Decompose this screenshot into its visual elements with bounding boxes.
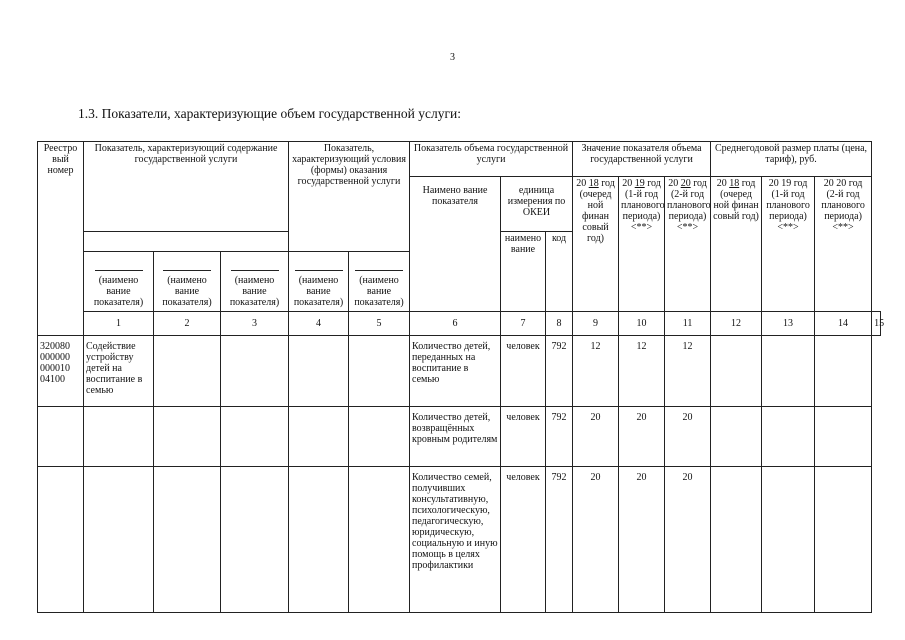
empty-cell — [711, 467, 762, 613]
value-year-3-cell: 20 — [665, 407, 711, 467]
empty-cell — [762, 336, 815, 407]
fee-group-header: Среднегодовой размер платы (цена, тариф), руб. — [711, 142, 872, 177]
volume-group-header: Показатель объема государственной услуги — [410, 142, 573, 177]
content-cell — [84, 467, 154, 613]
column-number: 14 — [815, 312, 872, 336]
empty-cell — [815, 407, 872, 467]
registry-number-cell — [38, 467, 84, 613]
value-year-3-cell: 20 — [665, 467, 711, 613]
page-number: 3 — [450, 52, 455, 63]
empty-cell — [154, 336, 221, 407]
table-row — [38, 467, 881, 613]
value-year-1-cell: 20 — [573, 407, 619, 467]
indicator-name-cell: Количество детей, переданных на воспитание в семью — [410, 336, 501, 407]
unit-name-cell: человек — [501, 336, 546, 407]
condition-indicator-2-header: (наимено вание показателя) — [349, 252, 410, 312]
column-number: 5 — [349, 312, 410, 336]
fee-year-2-header — [762, 177, 815, 312]
empty-cell — [289, 407, 349, 467]
empty-cell — [221, 467, 289, 613]
empty-cell — [349, 407, 410, 467]
value-group-header: Значение показателя объема государственной услуги — [573, 142, 711, 177]
header-row-groups — [38, 142, 881, 177]
empty-cell — [289, 467, 349, 613]
column-number: 6 — [410, 312, 501, 336]
fee-year-1-label: 20 18 год (очеред ной финан совый год) — [713, 178, 759, 222]
unit-code-cell: 792 — [546, 407, 573, 467]
section-heading: 1.3. Показатели, характеризующие объем государственной услуги: — [78, 106, 461, 121]
indicator-name-cell: Количество детей, возвращённых кровным родителям — [410, 407, 501, 467]
column-number: 2 — [154, 312, 221, 336]
empty-cell — [154, 467, 221, 613]
column-number: 1 — [84, 312, 154, 336]
registry-number-cell — [38, 407, 84, 467]
condition-indicator-1-header: (наимено вание показателя) — [289, 252, 349, 312]
content-blank-area — [84, 232, 289, 252]
column-number: 9 — [573, 312, 619, 336]
column-number: 12 — [711, 312, 762, 336]
column-number: 10 — [619, 312, 665, 336]
volume-indicators-table — [37, 141, 885, 613]
table-row — [38, 407, 881, 467]
empty-cell — [289, 336, 349, 407]
empty-cell — [711, 407, 762, 467]
column-number: 3 — [221, 312, 289, 336]
column-number: 13 — [762, 312, 815, 336]
value-year-1-label: 20 18 год (очеред ной финан совый год) — [576, 178, 615, 244]
content-group-header: Показатель, характеризующий содержание государственной услуги — [84, 142, 289, 232]
value-year-2-cell: 20 — [619, 467, 665, 613]
unit-group-header: единица измерения по ОКЕИ — [501, 177, 573, 232]
registry-header: Реестро вый номер — [38, 142, 84, 336]
conditions-group-header: Показатель, характеризующий условия (формы) оказания государственной услуги — [289, 142, 410, 252]
fee-year-3-label: 20 20 год (2-й год планового периода) <**> — [821, 178, 865, 233]
fee-year-2-label: 20 19 год (1-й год планового периода) <**> — [766, 178, 810, 233]
unit-code-header: код — [546, 232, 573, 312]
column-numbers-row — [38, 312, 881, 336]
value-year-3-label: 20 20 год (2-й год планового периода) <**> — [667, 178, 711, 233]
column-number: 7 — [501, 312, 546, 336]
table-row — [38, 336, 881, 407]
value-year-2-label: 20 19 год (1-й год планового периода) <**> — [621, 178, 665, 233]
value-year-1-cell: 12 — [573, 336, 619, 407]
empty-cell — [815, 336, 872, 407]
fee-year-1-header — [711, 177, 762, 312]
indicator-name-header: Наимено вание показателя — [410, 177, 501, 312]
column-number: 4 — [289, 312, 349, 336]
content-indicator-2-header: (наимено вание показателя) — [154, 252, 221, 312]
value-year-2-cell: 20 — [619, 407, 665, 467]
empty-cell — [221, 336, 289, 407]
content-indicator-3-header: (наимено вание показателя) — [221, 252, 289, 312]
empty-cell — [815, 467, 872, 613]
empty-cell — [762, 407, 815, 467]
value-year-3-cell: 12 — [665, 336, 711, 407]
content-cell: Содействие устройству детей на воспитание в семью — [84, 336, 154, 407]
column-number: 11 — [665, 312, 711, 336]
unit-name-cell: человек — [501, 407, 546, 467]
unit-code-cell: 792 — [546, 467, 573, 613]
value-year-1-header — [573, 177, 619, 312]
content-indicator-1-header: (наимено вание показателя) — [84, 252, 154, 312]
empty-cell — [154, 407, 221, 467]
unit-code-cell: 792 — [546, 336, 573, 407]
fee-year-3-header — [815, 177, 872, 312]
unit-name-header: наимено вание — [501, 232, 546, 312]
value-year-3-header — [665, 177, 711, 312]
column-number: 15 — [872, 312, 881, 336]
indicator-name-cell: Количество семей, получивших консультативную, психологическую, педагогическую, юридическую, социальную и иную помощь в целях профилактики — [410, 467, 501, 613]
empty-cell — [349, 336, 410, 407]
empty-cell — [349, 467, 410, 613]
empty-cell — [711, 336, 762, 407]
registry-number-cell: 320080 000000 000010 04100 — [38, 336, 84, 407]
empty-cell — [221, 407, 289, 467]
value-year-1-cell: 20 — [573, 467, 619, 613]
value-year-2-header — [619, 177, 665, 312]
content-cell — [84, 407, 154, 467]
unit-name-cell: человек — [501, 467, 546, 613]
column-number: 8 — [546, 312, 573, 336]
value-year-2-cell: 12 — [619, 336, 665, 407]
empty-cell — [762, 467, 815, 613]
